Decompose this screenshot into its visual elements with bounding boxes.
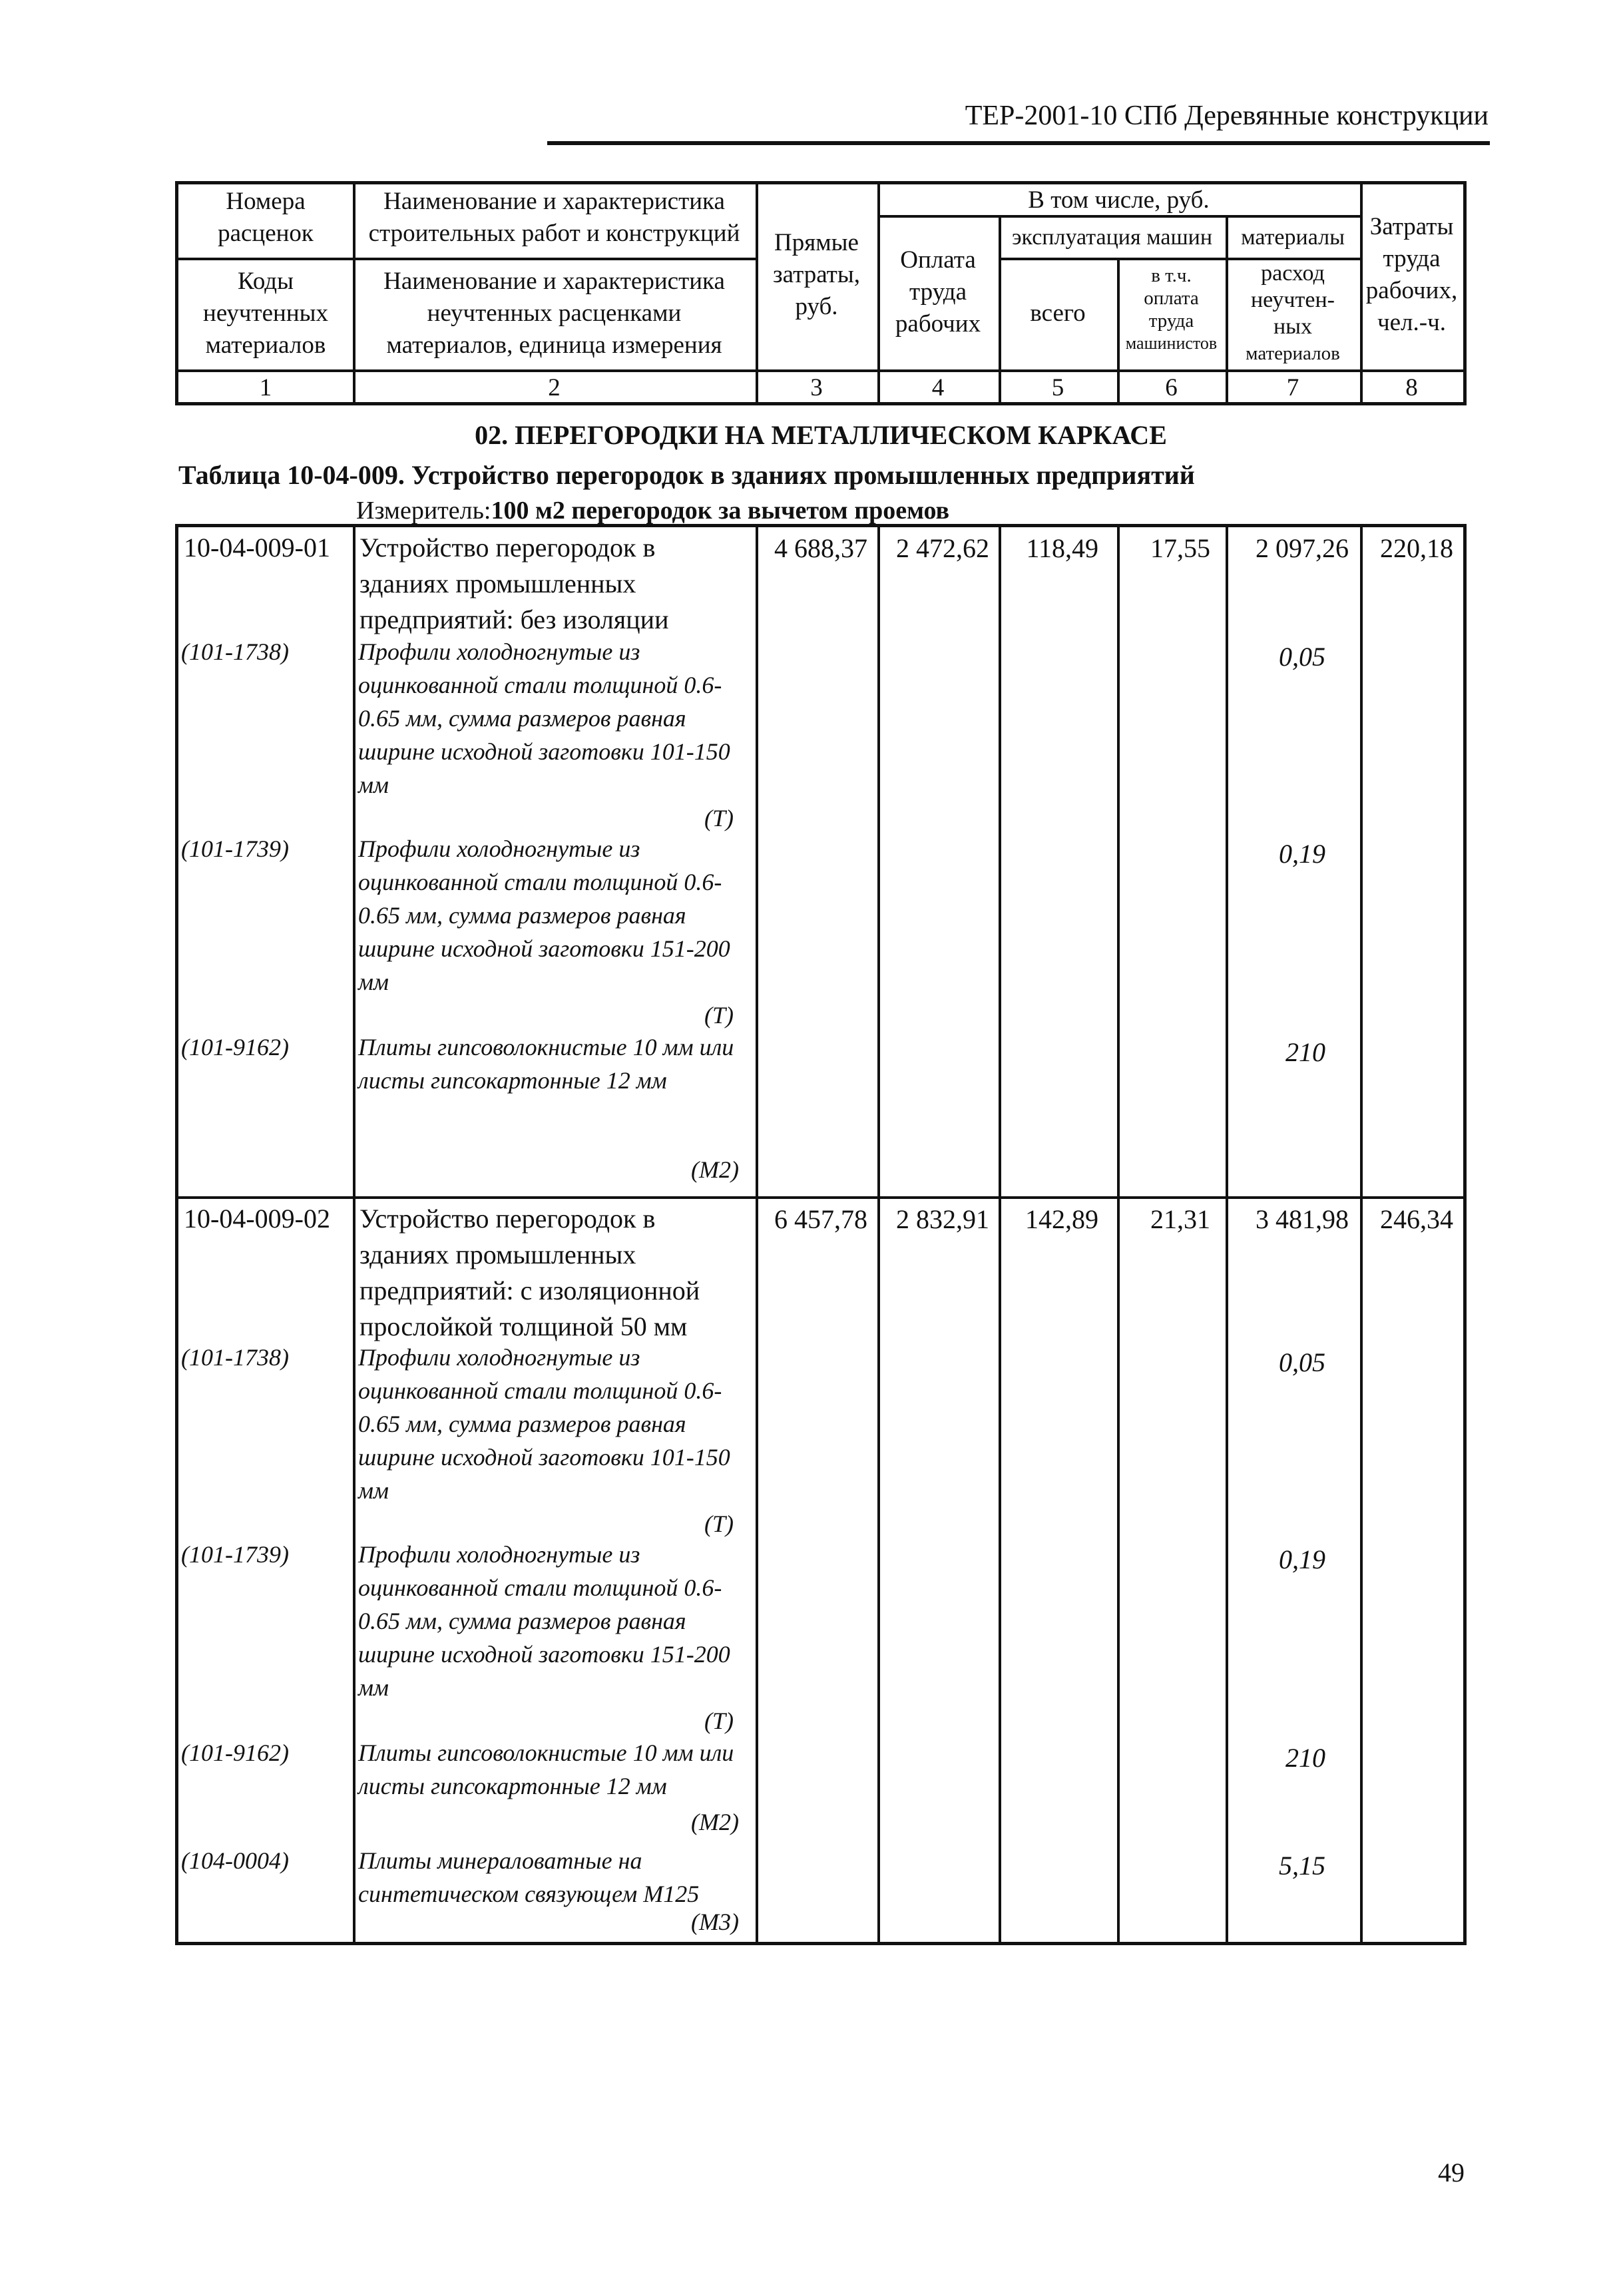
col3-header: Прямые затраты, руб. [773,229,860,320]
machine-cost: 142,89 [1025,1204,1098,1234]
divider [178,258,756,260]
material-unit: (М3) [691,1909,739,1935]
measure-value: 100 м2 перегородок за вычетом проемов [491,497,950,525]
rate-code: 10-04-009-01 [184,533,330,563]
material-qty: 210 [1285,1743,1325,1773]
material-code: (101-9162) [181,1034,289,1060]
material-unit: (Т) [704,1510,734,1537]
material-name: Профили холодногнутые из оцинкованной стали толщиной 0.6- 0.65 мм, сумма размеров равная ширине исходной заготовки 151-200 мм [358,1541,730,1701]
col1-header-bottom: Коды неучтенных материалов [203,268,328,359]
material-qty: 0,05 [1279,642,1325,672]
table-title: Таблица 10-04-009. Устройство перегородок в зданиях промышленных предприятий [178,460,1195,490]
rate-name: Устройство перегородок в зданиях промышленных предприятий: без изоляции [359,533,669,634]
materials-cost: 2 097,26 [1256,533,1349,563]
column-header-table [175,181,1467,405]
labor-cost: 2 832,91 [896,1204,989,1234]
row-divider [178,1196,1463,1199]
col6-header: в т.ч. оплата труда машинистов [1125,265,1218,353]
col-number: 7 [1286,374,1299,401]
material-qty: 5,15 [1279,1851,1325,1881]
material-name: Профили холодногнутые из оцинкованной стали толщиной 0.6- 0.65 мм, сумма размеров равная ширине исходной заготовки 101-150 мм [358,1344,730,1504]
col4-header: Оплата труда рабочих [895,246,981,338]
col2-header-bottom: Наименование и характеристика неучтенных расценками материалов, единица измерения [383,268,725,359]
machinist-labor: 17,55 [1150,533,1210,563]
material-qty: 0,19 [1279,839,1325,869]
labor-hours: 220,18 [1380,533,1453,563]
machine-cost: 118,49 [1026,533,1098,563]
material-name: Профили холодногнутые из оцинкованной стали толщиной 0.6- 0.65 мм, сумма размеров равная ширине исходной заготовки 151-200 мм [358,835,730,995]
col2-header-top: Наименование и характеристика строительных работ и конструкций [368,188,740,247]
material-unit: (М2) [691,1156,739,1183]
col-number: 8 [1405,374,1418,401]
rate-code: 10-04-009-02 [184,1204,330,1234]
material-name: Профили холодногнутые из оцинкованной стали толщиной 0.6- 0.65 мм, сумма размеров равная ширине исходной заготовки 101-150 мм [358,638,730,798]
measure-label: Измеритель: [356,497,491,525]
col1-header-top: Номера расценок [218,188,314,247]
direct-cost: 6 457,78 [774,1204,867,1234]
col-number: 6 [1165,374,1178,401]
col-number: 4 [931,374,945,401]
col-number: 1 [259,374,272,401]
divider [353,527,355,1942]
materials-header: материалы [1241,225,1345,250]
material-name: Плиты гипсоволокнистые 10 мм или листы гипсокартонные 12 мм [358,1034,734,1094]
group-header: В том числе, руб. [1028,186,1210,214]
materials-cost: 3 481,98 [1256,1204,1349,1234]
material-name: Плиты гипсоволокнистые 10 мм или листы гипсокартонные 12 мм [358,1739,734,1799]
col-number: 5 [1051,374,1064,401]
material-unit: (Т) [704,805,734,831]
col8-header: Затраты труда рабочих, чел.-ч. [1365,213,1458,336]
material-code: (101-1739) [181,1541,289,1568]
material-name: Плиты минераловатные на синтетическом связующем М125 [358,1847,700,1907]
material-code: (104-0004) [181,1847,289,1874]
col7-header: расход неучтен- ных материалов [1246,261,1340,364]
document-header-title: ТЕР-2001-10 СПб Деревянные конструкции [965,101,1489,131]
machinist-labor: 21,31 [1150,1204,1210,1234]
rate-name: Устройство перегородок в зданиях промышленных предприятий: с изоляционной прослойкой толщиной 50 мм [359,1204,700,1341]
material-unit: (М2) [691,1809,739,1835]
labor-cost: 2 472,62 [896,533,989,563]
labor-hours: 246,34 [1380,1204,1453,1234]
material-code: (101-1739) [181,835,289,862]
material-qty: 0,19 [1279,1544,1325,1574]
section-title: 02. ПЕРЕГОРОДКИ НА МЕТАЛЛИЧЕСКОМ КАРКАСЕ [475,420,1167,450]
material-unit: (Т) [704,1002,734,1029]
material-code: (101-9162) [181,1739,289,1766]
material-unit: (Т) [704,1708,734,1734]
direct-cost: 4 688,37 [774,533,867,563]
material-qty: 210 [1285,1037,1325,1067]
rates-table [175,524,1467,1945]
col-number: 2 [548,374,561,401]
col5-header: всего [1030,300,1086,327]
page-number: 49 [1438,2158,1465,2187]
material-qty: 0,05 [1279,1347,1325,1377]
measure-line [356,496,949,525]
header-rule [547,141,1490,145]
col-number: 3 [810,374,823,401]
material-code: (101-1738) [181,638,289,665]
machines-header: эксплуатация машин [1011,225,1213,250]
material-code: (101-1738) [181,1344,289,1371]
